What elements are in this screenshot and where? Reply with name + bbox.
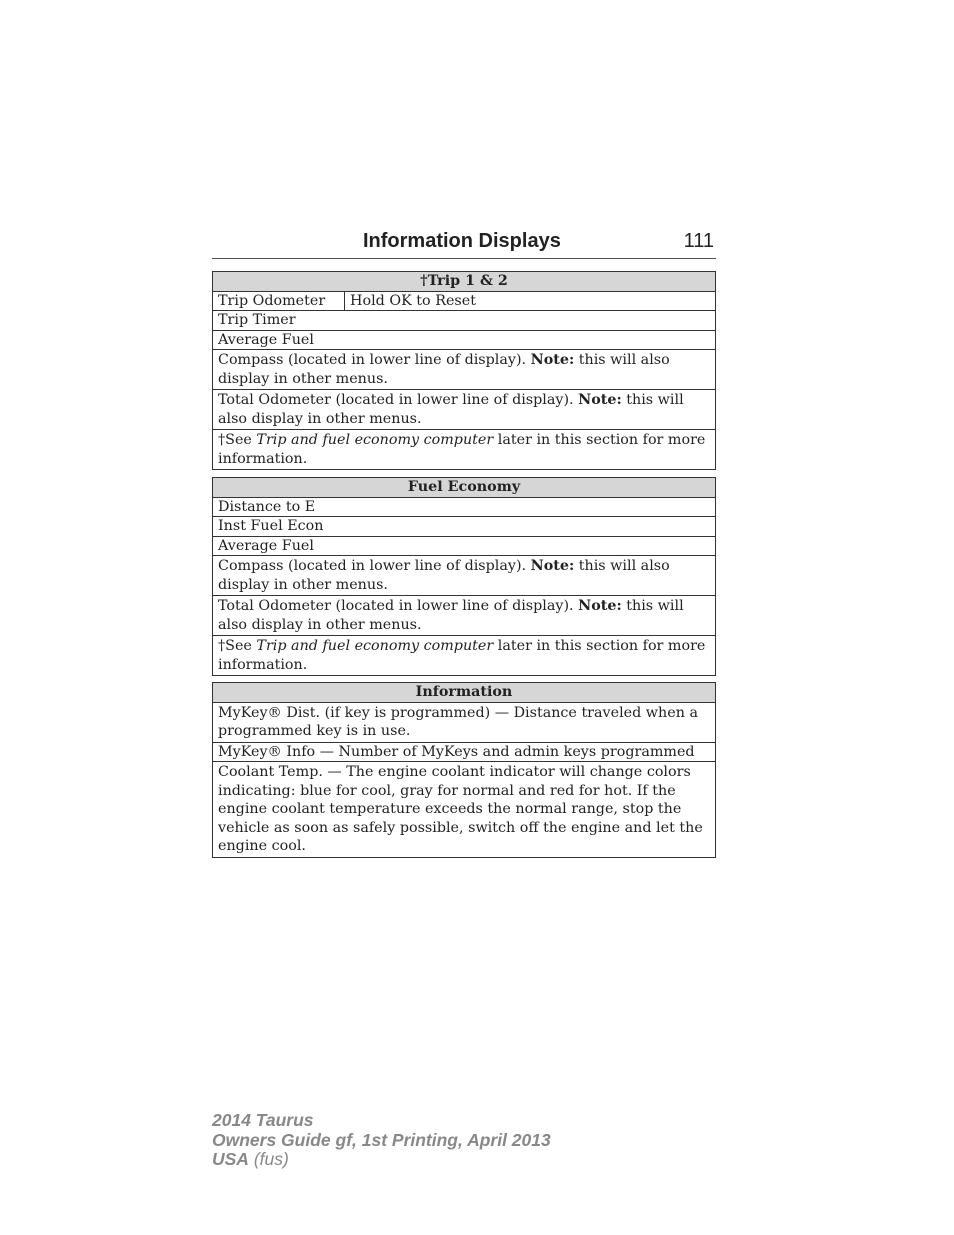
fuel-inst-econ-row: Inst Fuel Econ xyxy=(213,517,716,537)
fuel-odometer-text: Total Odometer (located in lower line of display). xyxy=(218,598,579,614)
trip-total-odometer-row xyxy=(213,390,716,430)
fuel-see-text: †See xyxy=(218,638,257,654)
fuel-table-heading: Fuel Economy xyxy=(213,478,716,498)
page-footer xyxy=(212,1111,551,1170)
trip-compass-note: Note: xyxy=(530,352,575,368)
footer-model: 2014 Taurus xyxy=(212,1110,314,1130)
fuel-compass-text-end: this will also display in other menus. xyxy=(218,558,670,593)
info-table-heading: Information xyxy=(213,683,716,703)
trip-see-text: †See xyxy=(218,432,257,448)
trip-see-more-row xyxy=(213,430,716,470)
footer-region-suffix: (fus) xyxy=(248,1149,289,1169)
fuel-see-reference: Trip and fuel economy computer xyxy=(256,638,494,654)
trip-odometer-action: Hold OK to Reset xyxy=(345,291,716,311)
fuel-see-text-end: later in this section for more information. xyxy=(218,638,706,673)
trip-timer-row: Trip Timer xyxy=(213,311,716,331)
trip-see-text-end: later in this section for more information. xyxy=(218,432,706,467)
trip-see-reference: Trip and fuel economy computer xyxy=(256,432,494,448)
fuel-see-more-row xyxy=(213,636,716,676)
fuel-compass-row xyxy=(213,556,716,596)
trip-average-fuel-row: Average Fuel xyxy=(213,330,716,350)
trip-odometer-text: Total Odometer (located in lower line of display). xyxy=(218,392,579,408)
trip-compass-text: Compass (located in lower line of display). xyxy=(218,352,531,368)
fuel-distance-row: Distance to E xyxy=(213,497,716,517)
fuel-average-fuel-row: Average Fuel xyxy=(213,536,716,556)
trip-odometer-label: Trip Odometer xyxy=(213,291,345,311)
trip-table xyxy=(212,271,716,470)
trip-compass-text-end: this will also display in other menus. xyxy=(218,352,670,387)
info-coolant-temp-row: Coolant Temp. — The engine coolant indicator will change colors indicating: blue for cool, gray for normal and red for hot. If the engine coolant temperature exceeds the normal range, stop the vehicle as soon as safely possible, switch off the engine and let the engine cool. xyxy=(213,762,716,858)
trip-odometer-text-end: this will also display in other menus. xyxy=(218,392,684,427)
info-mykey-dist-row: MyKey® Dist. (if key is programmed) — Distance traveled when a programmed key is in use. xyxy=(213,702,716,742)
trip-odometer-note: Note: xyxy=(578,392,622,408)
information-table xyxy=(212,682,716,858)
footer-region xyxy=(212,1150,551,1170)
footer-region-code: USA xyxy=(212,1149,249,1169)
page-header xyxy=(212,230,716,259)
footer-edition: Owners Guide gf, 1st Printing, April 2013 xyxy=(212,1129,551,1150)
fuel-odometer-note: Note: xyxy=(578,598,622,614)
fuel-compass-text: Compass (located in lower line of display). xyxy=(218,558,531,574)
page-number: 111 xyxy=(683,230,714,252)
fuel-economy-table xyxy=(212,477,716,676)
info-mykey-info-row: MyKey® Info — Number of MyKeys and admin keys programmed xyxy=(213,742,716,762)
fuel-total-odometer-row xyxy=(213,596,716,636)
trip-compass-row xyxy=(213,350,716,390)
fuel-compass-note: Note: xyxy=(530,558,575,574)
page-title: Information Displays xyxy=(363,230,561,252)
trip-table-heading: †Trip 1 & 2 xyxy=(213,272,716,292)
fuel-odometer-text-end: this will also display in other menus. xyxy=(218,598,684,633)
